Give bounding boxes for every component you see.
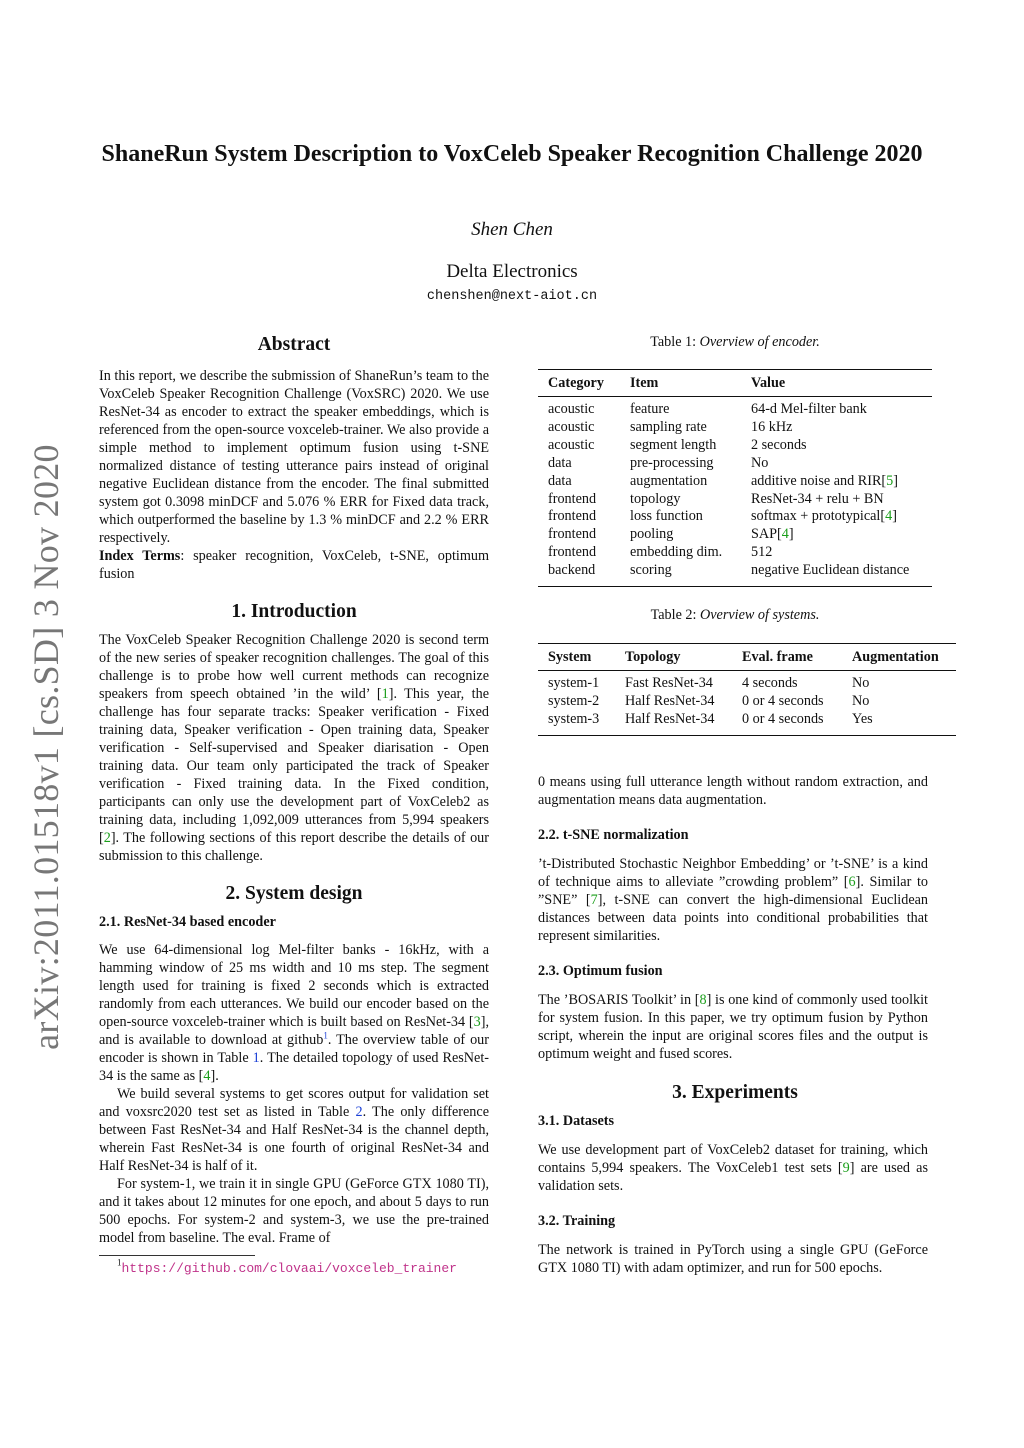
table-header-cell: System bbox=[548, 648, 592, 665]
training-paragraph: The network is trained in PyTorch using a single GPU (GeForce GTX 1080 TI) with adam optimizer, and run for 500 epochs. bbox=[538, 1242, 928, 1276]
arxiv-sidebar bbox=[26, 444, 66, 1050]
table-cell: system-1 bbox=[548, 675, 600, 691]
table-cell: Fast ResNet-34 bbox=[625, 675, 713, 691]
table-cell: Half ResNet-34 bbox=[625, 710, 715, 727]
introduction-heading: 1. Introduction bbox=[231, 601, 357, 622]
table2-caption: Table 2: Overview of systems. bbox=[650, 607, 820, 623]
index-terms bbox=[99, 547, 489, 583]
footnote bbox=[117, 1259, 457, 1277]
table-cell: backend bbox=[548, 562, 596, 579]
citation-link[interactable]: 4 bbox=[885, 508, 893, 525]
footnote-mark: 1 bbox=[117, 1257, 122, 1268]
footnote-url[interactable]: https://github.com/clovaai/voxceleb_trainer bbox=[121, 1261, 457, 1276]
experiments-heading: 3. Experiments bbox=[672, 1082, 798, 1103]
table-row bbox=[538, 693, 956, 711]
table-cell: No bbox=[751, 454, 769, 471]
subsection-heading: 3.2. Training bbox=[538, 1213, 616, 1229]
table-cell: frontend bbox=[548, 508, 597, 525]
table-cell: data bbox=[548, 454, 572, 471]
table2 bbox=[538, 643, 956, 736]
table-header-cell: Item bbox=[630, 374, 659, 391]
footnote-rule bbox=[99, 1255, 255, 1256]
table-row bbox=[538, 473, 932, 491]
encoder-paragraph: We use 64-dimensional log Mel-filter banks - 16kHz, with a hamming window of 25 ms width and 10 ms step. The segment length used for training is fixed 2 seconds which is extracted randomly from each utterances. We build our encoder based on the open-source voxceleb-trainer which is built based on ResNet-34 [3], and is available to download at github$^1$. The overview table of our encoder is shown in Table 1. The detailed topology of used ResNet-34 is the same as [4]. bbox=[99, 942, 490, 1084]
citation-link[interactable]: 4 bbox=[203, 1068, 211, 1084]
citation-link[interactable]: 2 bbox=[103, 830, 111, 846]
table-cell: 16 kHz bbox=[751, 418, 793, 435]
table-cell: Yes bbox=[852, 710, 873, 727]
table-header-row bbox=[538, 644, 956, 671]
table-header-cell: Value bbox=[751, 374, 786, 391]
table-row bbox=[538, 491, 932, 509]
subsection-heading: 2.3. Optimum fusion bbox=[538, 963, 663, 979]
introduction-body bbox=[99, 631, 489, 865]
systems-paragraph: We build several systems to get scores output for validation set and voxsrc2020 test set as listed in Table 2. The only difference between Fast ResNet-34 and Half ResNet-34 is the channel depth, wherein Fast ResNet-34 is one fourth of original ResNet-34 and Half ResNet-34 is half of it. bbox=[99, 1086, 489, 1174]
subsection-heading: 2.2. t-SNE normalization bbox=[538, 827, 689, 843]
table-header-cell: Category bbox=[548, 374, 604, 391]
citation-link[interactable]: 3 bbox=[473, 1014, 481, 1030]
subsection-heading: 3.1. Datasets bbox=[538, 1113, 615, 1129]
author-email[interactable]: chenshen@next-aiot.cn bbox=[426, 289, 598, 304]
table-cell: negative Euclidean distance bbox=[751, 562, 910, 579]
table-cell: ResNet-34 + relu + BN bbox=[751, 490, 884, 507]
arxiv-identifier: arXiv:2011.01518v1 [cs.SD] 3 Nov 2020 bbox=[26, 444, 66, 1050]
table-cell: 512 bbox=[751, 544, 773, 561]
paper-title: ShaneRun System Description to VoxCeleb Speaker Recognition Challenge 2020 bbox=[101, 141, 923, 167]
citation-link[interactable]: 7 bbox=[590, 892, 598, 908]
table-cell: softmax + prototypical[4] bbox=[751, 508, 897, 525]
system-design-body bbox=[99, 941, 489, 1247]
table-cell: embedding dim. bbox=[630, 544, 723, 561]
table-cell: frontend bbox=[548, 526, 597, 543]
citation-link[interactable]: 1 bbox=[381, 686, 389, 702]
table-cell: loss function bbox=[630, 508, 703, 525]
table-cell: sampling rate bbox=[630, 418, 707, 435]
table-row bbox=[538, 562, 932, 580]
citation-link[interactable]: 5 bbox=[886, 472, 894, 489]
table1 bbox=[538, 369, 932, 587]
table-cell: 4 seconds bbox=[742, 675, 798, 691]
citation-link[interactable]: 9 bbox=[842, 1160, 850, 1176]
table-header-row bbox=[538, 370, 932, 397]
introduction-paragraph: The VoxCeleb Speaker Recognition Challenge 2020 is second term of the new series of speaker recognition challenges. The goal of this challenge is to probe how well current methods can recognize speakers from speech obtained ’in the wild’ [1]. This year, the challenge has four separate tracks: Speaker verification - Fixed training data, Speaker verification - Open training data, Speaker verification - Self-supervised and Speaker diarisation - Open training data. Our team only participated the track of Speaker verification - Fixed training data. In the Fixed condition, participants can only use the development part of VoxCeleb2 as training data, including 1,092,009 utterances from 5,994 speakers [2]. The following sections of this report describe the details of our submission to this challenge. bbox=[99, 632, 489, 864]
index-terms-text: : speaker recognition, VoxCeleb, t-SNE, optimum fusion bbox=[99, 548, 490, 582]
table2-note: 0 means using full utterance length without random extraction, and augmentation means data augmentation. bbox=[538, 774, 928, 808]
system-design-heading: 2. System design bbox=[225, 883, 363, 904]
table-cell: 2 seconds bbox=[751, 436, 807, 453]
fusion-paragraph: The ’BOSARIS Toolkit’ in [8] is one kind of commonly used toolkit for system fusion. In this paper, we try optimum fusion by Python script, wherein the input are original scores files and the output is optimum weight and fused scores. bbox=[538, 992, 928, 1062]
index-terms-label: Index Terms bbox=[99, 548, 181, 564]
table-cell: Half ResNet-34 bbox=[625, 692, 715, 709]
abstract-text: In this report, we describe the submission of ShaneRun’s team to the VoxCeleb Speaker Recognition Challenge (VoxSRC) 2020. We use ResNet-34 as encoder to extract the speaker embeddings, which is referenced from the open-source voxceleb-trainer. We also provide a simple method to implement optimum fusion using t-SNE normalized distance of testing utterance pairs instead of original negative Euclidean distance from the encoder. The final submitted system got 0.3098 minDCF and 5.076 % ERR for Fixed data track, which outperformed the baseline by 1.3 % minDCF and 2.2 % ERR respectively. bbox=[99, 368, 489, 546]
table-row bbox=[538, 526, 932, 544]
citation-link[interactable]: 6 bbox=[848, 874, 856, 890]
subsection-heading: 2.1. ResNet-34 based encoder bbox=[99, 914, 276, 930]
table-cell: data bbox=[548, 472, 572, 489]
table-row bbox=[538, 419, 932, 437]
table-cell: pooling bbox=[630, 526, 674, 543]
table-cell: system-2 bbox=[548, 692, 600, 709]
footnote-link[interactable]: 1 bbox=[323, 1030, 328, 1041]
table-cell: frontend bbox=[548, 544, 597, 561]
table-cell: pre-processing bbox=[630, 454, 714, 471]
table-cell: SAP[4] bbox=[751, 526, 794, 543]
table-cell: augmentation bbox=[630, 472, 708, 489]
table-row bbox=[538, 671, 956, 693]
table-cell: acoustic bbox=[548, 436, 595, 453]
table-row bbox=[538, 711, 956, 729]
abstract-heading: Abstract bbox=[257, 334, 331, 355]
table-cell: No bbox=[852, 692, 870, 709]
datasets-paragraph: We use development part of VoxCeleb2 dataset for training, which contains 5,994 speakers. The VoxCeleb1 test sets [9] are used as validation sets. bbox=[538, 1142, 928, 1194]
table-cell: additive noise and RIR[5] bbox=[751, 472, 898, 489]
table-row bbox=[538, 508, 932, 526]
table-cell: feature bbox=[630, 401, 670, 417]
table-reference-link[interactable]: 2 bbox=[355, 1104, 363, 1120]
table-cell: acoustic bbox=[548, 401, 595, 417]
table-cell: topology bbox=[630, 490, 681, 507]
table-cell: system-3 bbox=[548, 710, 600, 727]
table-header-cell: Topology bbox=[625, 648, 681, 665]
table-row bbox=[538, 437, 932, 455]
table1-caption: Table 1: Overview of encoder. bbox=[650, 334, 820, 350]
abstract-body bbox=[99, 367, 489, 583]
citation-link[interactable]: 8 bbox=[699, 992, 707, 1008]
citation-link[interactable]: 4 bbox=[781, 526, 789, 543]
table-cell: No bbox=[852, 675, 870, 691]
table-cell: scoring bbox=[630, 562, 672, 579]
affiliation: Delta Electronics bbox=[446, 261, 578, 282]
author-name: Shen Chen bbox=[471, 219, 553, 240]
table-cell: 0 or 4 seconds bbox=[742, 692, 824, 709]
table-cell: segment length bbox=[630, 436, 717, 453]
training-time-paragraph: For system-1, we train it in single GPU (GeForce GTX 1080 TI), and it takes about 12 minutes for one epoch, and about 5 days to run 500 epochs. For system-2 and system-3, we use the pre-trained model from baseline. The eval. Frame of bbox=[99, 1176, 489, 1246]
tsne-paragraph: ’t-Distributed Stochastic Neighbor Embedding’ or ’t-SNE’ is a kind of technique aims to alleviate ”crowding problem” [6]. Similar to ”SNE” [7], t-SNE can convert the high-dimensional Euclidean distances between data points into conditional probabilities that represent similarities. bbox=[538, 856, 929, 944]
table-cell: 0 or 4 seconds bbox=[742, 710, 824, 727]
table-row bbox=[538, 397, 932, 419]
table-header-cell: Eval. frame bbox=[742, 648, 813, 665]
table-row bbox=[538, 544, 932, 562]
table-reference-link[interactable]: 1 bbox=[252, 1050, 260, 1066]
table-header-cell: Augmentation bbox=[852, 648, 939, 665]
table-row bbox=[538, 455, 932, 473]
table-cell: frontend bbox=[548, 490, 597, 507]
table-cell: acoustic bbox=[548, 418, 595, 435]
table-cell: 64-d Mel-filter bank bbox=[751, 401, 867, 417]
